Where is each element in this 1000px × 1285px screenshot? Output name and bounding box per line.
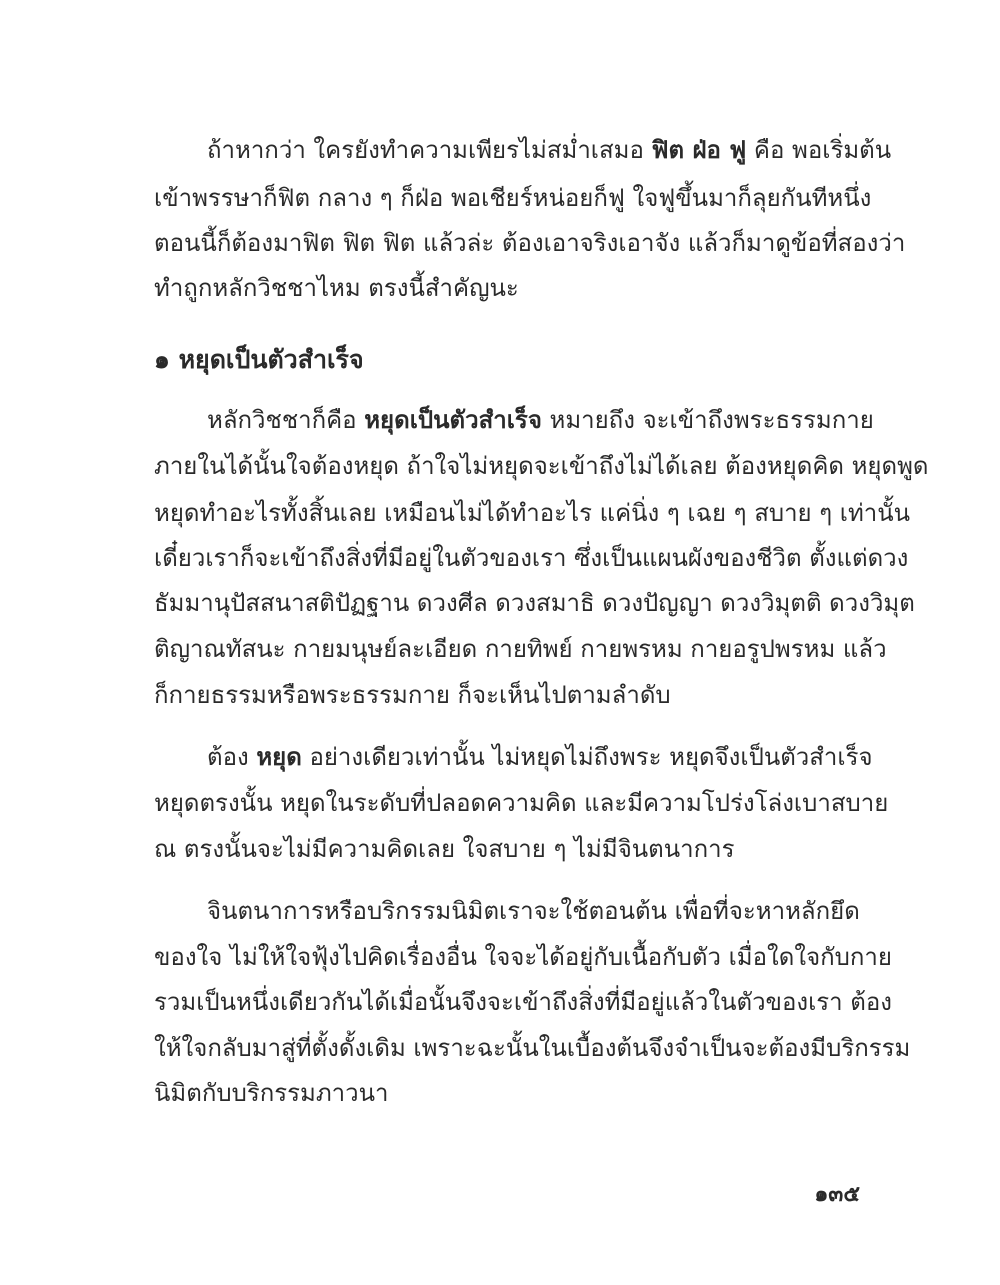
text-run: ต้อง xyxy=(207,743,257,771)
bold-phrase: หยุดเป็นตัวสำเร็จ xyxy=(364,406,542,434)
paragraph-2-line-6: ติญาณทัสนะ กายมนุษย์ละเอียด กายทิพย์ กายพรหม กายอรูปพรหม แล้ว xyxy=(154,635,887,663)
paragraph-1-line-1 xyxy=(0,130,892,170)
text-run: หลักวิชชาก็คือ xyxy=(207,406,365,434)
paragraph-3-line-2: หยุดตรงนั้น หยุดในระดับที่ปลอดความคิด และมีความโปร่งโล่งเบาสบาย xyxy=(154,789,889,817)
paragraph-3-line-1 xyxy=(0,737,873,777)
bold-phrase: ฟิต ฝ่อ ฟู xyxy=(651,136,747,164)
text-run: อย่างเดียวเท่านั้น ไม่หยุดไม่ถึงพระ หยุดจึงเป็นตัวสำเร็จ xyxy=(301,743,873,771)
paragraph-4-line-4: ให้ใจกลับมาสู่ที่ตั้งดั้งเดิม เพราะฉะนั้นในเบื้องต้นจึงจำเป็นจะต้องมีบริกรรม xyxy=(154,1034,911,1062)
paragraph-2-line-1 xyxy=(0,400,874,440)
section-heading: ๑ หยุดเป็นตัวสำเร็จ xyxy=(154,345,364,374)
paragraph-4-line-2: ของใจ ไม่ให้ใจฟุ้งไปคิดเรื่องอื่น ใจจะได้อยู่กับเนื้อกับตัว เมื่อใดใจกับกาย xyxy=(154,943,892,971)
paragraph-3-line-3: ณ ตรงนั้นจะไม่มีความคิดเลย ใจสบาย ๆ ไม่มีจินตนาการ xyxy=(154,835,735,863)
paragraph-4-line-5: นิมิตกับบริกรรมภาวนา xyxy=(154,1079,389,1107)
paragraph-1-line-4: ทำถูกหลักวิชชาไหม ตรงนี้สำคัญนะ xyxy=(154,274,519,302)
text-run: หมายถึง จะเข้าถึงพระธรรมกาย xyxy=(541,406,874,434)
paragraph-4-line-3: รวมเป็นหนึ่งเดียวกันได้เมื่อนั้นจึงจะเข้าถึงสิ่งที่มีอยู่แล้วในตัวของเรา ต้อง xyxy=(154,988,892,1016)
paragraph-2-line-2: ภายในได้นั้นใจต้องหยุด ถ้าใจไม่หยุดจะเข้าถึงไม่ได้เลย ต้องหยุดคิด หยุดพูด xyxy=(154,452,929,480)
paragraph-2-line-4: เดี๋ยวเราก็จะเข้าถึงสิ่งที่มีอยู่ในตัวของเรา ซึ่งเป็นแผนผังของชีวิต ตั้งแต่ดวง xyxy=(154,544,909,572)
paragraph-2-line-5: ธัมมานุปัสสนาสติปัฏฐาน ดวงศีล ดวงสมาธิ ดวงปัญญา ดวงวิมุตติ ดวงวิมุต xyxy=(154,589,915,617)
text-run: คือ พอเริ่มต้น xyxy=(746,136,892,164)
bold-phrase: หยุด xyxy=(256,743,302,771)
paragraph-4-line-1: จินตนาการหรือบริกรรมนิมิตเราจะใช้ตอนต้น เพื่อที่จะหาหลักยึด xyxy=(207,897,860,925)
paragraph-2-line-3: หยุดทำอะไรทั้งสิ้นเลย เหมือนไม่ได้ทำอะไร แค่นิ่ง ๆ เฉย ๆ สบาย ๆ เท่านั้น xyxy=(154,499,911,527)
text-run: ถ้าหากว่า ใครยังทำความเพียรไม่สม่ำเสมอ xyxy=(207,136,652,164)
paragraph-1-line-2: เข้าพรรษาก็ฟิต กลาง ๆ ก็ฝ่อ พอเชียร์หน่อยก็ฟู ใจฟูขึ้นมาก็ลุยกันทีหนึ่ง xyxy=(154,184,872,212)
page-number: ๑๓๕ xyxy=(814,1182,860,1207)
paragraph-1-line-3: ตอนนี้ก็ต้องมาฟิต ฟิต ฟิต แล้วล่ะ ต้องเอาจริงเอาจัง แล้วก็มาดูข้อที่สองว่า xyxy=(154,229,906,257)
paragraph-2-line-7: ก็กายธรรมหรือพระธรรมกาย ก็จะเห็นไปตามลำดับ xyxy=(154,681,671,709)
